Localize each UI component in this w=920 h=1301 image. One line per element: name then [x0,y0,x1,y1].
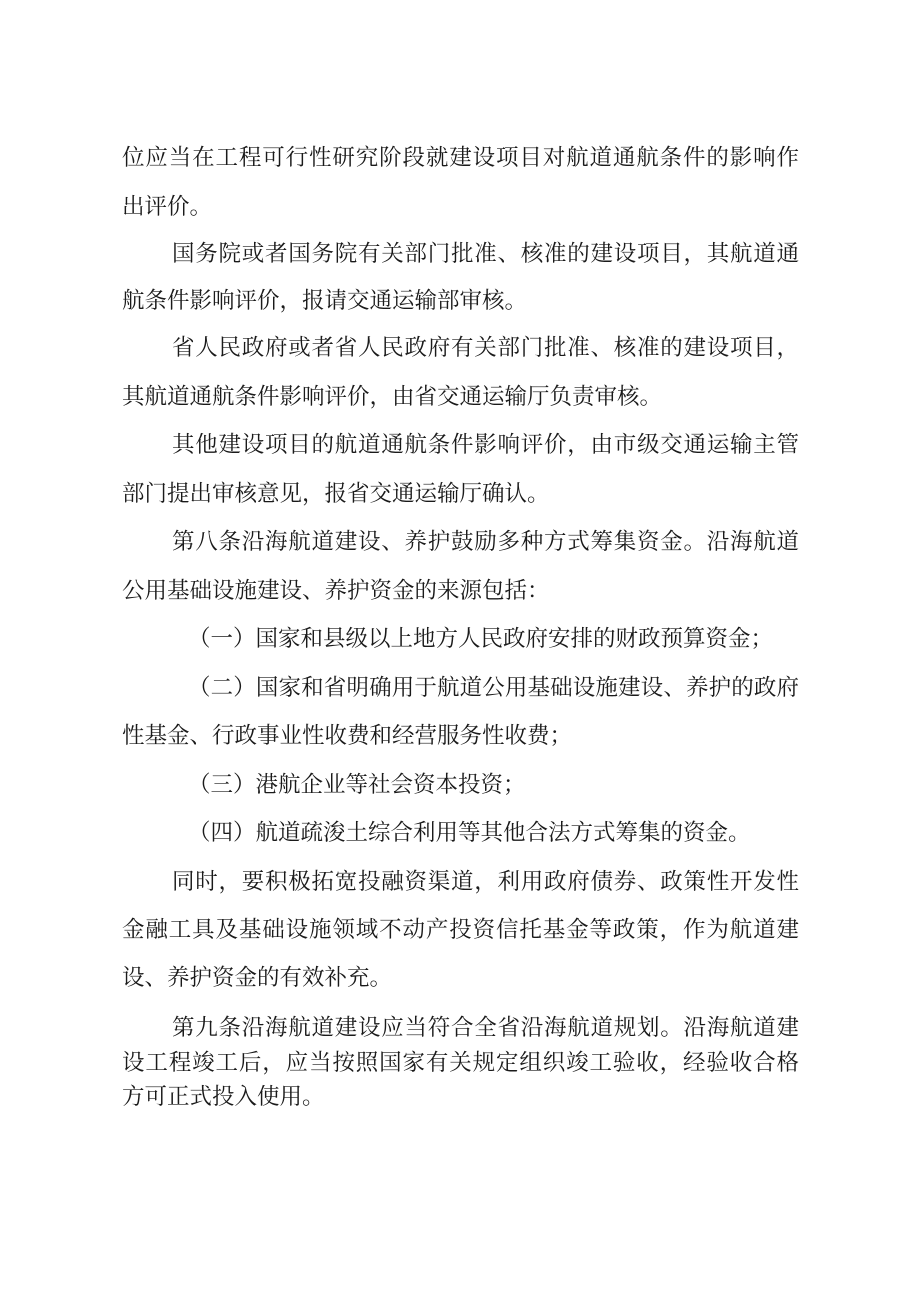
list-item: （二）国家和省明确用于航道公用基础设施建设、养护的政府 [188,675,799,701]
list-item: （四）航道疏浚土综合利用等其他合法方式筹集的资金。 [188,820,751,846]
text-line: 设、养护资金的有效补充。 [122,965,393,991]
list-item: （三）港航企业等社会资本投资； [188,772,526,798]
text-line: 省人民政府或者省人民政府有关部门批准、核准的建设项目， [172,335,799,361]
text-line: 部门提出审核意见，报省交通运输厅确认。 [122,481,550,507]
text-line: 航条件影响评价，报请交通运输部审核。 [122,288,528,314]
text-line: 国务院或者国务院有关部门批准、核准的建设项目，其航道通 [172,241,799,267]
text-line: 方可正式投入使用。 [122,1084,325,1110]
text-line: 同时，要积极拓宽投融资渠道，利用政府债券、政策性开发性 [172,869,799,895]
text-line: 第八条沿海航道建设、养护鼓励多种方式筹集资金。沿海航道 [172,529,799,555]
text-line: 位应当在工程可行性研究阶段就建设项目对航道通航条件的影响作 [122,145,799,171]
text-line: 性基金、行政事业性收费和经营服务性收费； [122,723,573,749]
text-line: 设工程竣工后，应当按照国家有关规定组织竣工验收，经验收合格 [122,1050,799,1076]
text-line: 金融工具及基础设施领域不动产投资信托基金等政策，作为航道建 [122,917,799,943]
text-line: 其他建设项目的航道通航条件影响评价，由市级交通运输主管 [172,432,799,458]
text-line: 出评价。 [122,194,213,220]
text-line: 其航道通航条件影响评价，由省交通运输厅负责审核。 [122,384,663,410]
text-line: 第九条沿海航道建设应当符合全省沿海航道规划。沿海航道建 [172,1015,799,1041]
list-item: （一）国家和县级以上地方人民政府安排的财政预算资金； [188,626,774,652]
text-line: 公用基础设施建设、养护资金的来源包括： [122,578,550,604]
